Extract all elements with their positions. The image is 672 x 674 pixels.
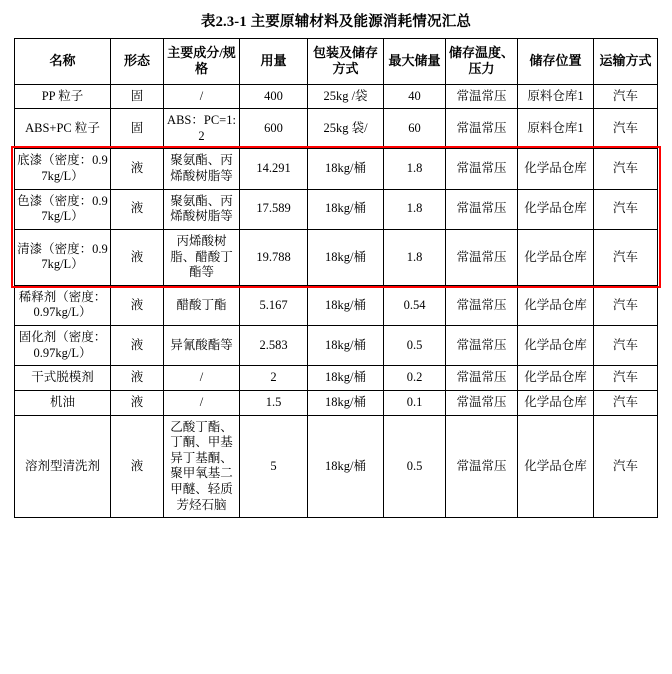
cell-name: 色漆（密度：0.97kg/L） [15,189,111,229]
cell-max-storage: 1.8 [384,149,446,189]
cell-max-storage: 60 [384,109,446,149]
cell-location: 化学品仓库 [518,366,594,391]
cell-packaging: 18kg/桶 [308,390,384,415]
cell-transport: 汽车 [594,326,658,366]
cell-transport: 汽车 [594,189,658,229]
cell-temp-pressure: 常温常压 [446,326,518,366]
cell-transport: 汽车 [594,109,658,149]
cell-composition: 醋酸丁酯 [164,285,240,325]
cell-form: 固 [111,84,164,109]
cell-packaging: 18kg/桶 [308,285,384,325]
cell-temp-pressure: 常温常压 [446,390,518,415]
cell-form: 液 [111,229,164,285]
cell-transport: 汽车 [594,415,658,518]
cell-location: 化学品仓库 [518,415,594,518]
table-row [15,109,658,149]
cell-location: 化学品仓库 [518,189,594,229]
materials-table [14,38,658,518]
cell-composition: 丙烯酸树脂、醋酸丁酯等 [164,229,240,285]
cell-location: 原料仓库1 [518,84,594,109]
cell-composition: 聚氨酯、丙烯酸树脂等 [164,149,240,189]
table-row [15,149,658,189]
table-row [15,84,658,109]
column-header-max-storage: 最大储量 [384,39,446,85]
cell-amount: 1.5 [240,390,308,415]
cell-composition: ABS：PC=1:2 [164,109,240,149]
cell-form: 液 [111,415,164,518]
column-header-location: 储存位置 [518,39,594,85]
cell-location: 化学品仓库 [518,390,594,415]
cell-name: PP 粒子 [15,84,111,109]
cell-max-storage: 0.2 [384,366,446,391]
cell-temp-pressure: 常温常压 [446,84,518,109]
cell-form: 液 [111,285,164,325]
cell-form: 液 [111,366,164,391]
cell-transport: 汽车 [594,84,658,109]
table-row [15,229,658,285]
cell-packaging: 18kg/桶 [308,229,384,285]
cell-packaging: 25kg 袋/ [308,109,384,149]
cell-temp-pressure: 常温常压 [446,285,518,325]
cell-temp-pressure: 常温常压 [446,229,518,285]
cell-packaging: 18kg/桶 [308,189,384,229]
cell-name: 稀释剂（密度：0.97kg/L） [15,285,111,325]
cell-form: 液 [111,149,164,189]
cell-form: 液 [111,189,164,229]
cell-transport: 汽车 [594,366,658,391]
cell-max-storage: 1.8 [384,189,446,229]
cell-temp-pressure: 常温常压 [446,109,518,149]
cell-amount: 17.589 [240,189,308,229]
column-header-composition: 主要成分/规格 [164,39,240,85]
cell-packaging: 18kg/桶 [308,149,384,189]
cell-name: 固化剂（密度：0.97kg/L） [15,326,111,366]
cell-transport: 汽车 [594,285,658,325]
cell-composition: / [164,390,240,415]
cell-amount: 2.583 [240,326,308,366]
table-row [15,366,658,391]
column-header-temp-pressure: 储存温度、压力 [446,39,518,85]
table-row [15,326,658,366]
cell-name: 溶剂型清洗剂 [15,415,111,518]
cell-amount: 2 [240,366,308,391]
cell-temp-pressure: 常温常压 [446,415,518,518]
cell-max-storage: 40 [384,84,446,109]
column-header-form: 形态 [111,39,164,85]
cell-amount: 400 [240,84,308,109]
cell-name: 清漆（密度：0.97kg/L） [15,229,111,285]
cell-amount: 14.291 [240,149,308,189]
cell-form: 固 [111,109,164,149]
cell-amount: 19.788 [240,229,308,285]
column-header-amount: 用量 [240,39,308,85]
cell-location: 化学品仓库 [518,326,594,366]
cell-form: 液 [111,390,164,415]
table-header-row [15,39,658,85]
cell-amount: 5.167 [240,285,308,325]
table-row [15,415,658,518]
cell-temp-pressure: 常温常压 [446,366,518,391]
cell-location: 化学品仓库 [518,149,594,189]
cell-name: ABS+PC 粒子 [15,109,111,149]
table-caption: 表2.3-1 主要原辅材料及能源消耗情况汇总 [200,14,472,30]
cell-max-storage: 0.5 [384,415,446,518]
cell-temp-pressure: 常温常压 [446,149,518,189]
column-header-transport: 运输方式 [594,39,658,85]
cell-composition: 乙酸丁酯、丁酮、甲基异丁基酮、聚甲氧基二甲醚、轻质芳烃石脑 [164,415,240,518]
cell-max-storage: 1.8 [384,229,446,285]
cell-transport: 汽车 [594,149,658,189]
cell-max-storage: 0.54 [384,285,446,325]
cell-composition: 异氰酸酯等 [164,326,240,366]
cell-composition: / [164,84,240,109]
cell-composition: / [164,366,240,391]
cell-transport: 汽车 [594,229,658,285]
cell-temp-pressure: 常温常压 [446,189,518,229]
cell-amount: 5 [240,415,308,518]
cell-packaging: 18kg/桶 [308,326,384,366]
cell-composition: 聚氨酯、丙烯酸树脂等 [164,189,240,229]
cell-transport: 汽车 [594,390,658,415]
cell-amount: 600 [240,109,308,149]
cell-location: 化学品仓库 [518,229,594,285]
cell-max-storage: 0.1 [384,390,446,415]
cell-max-storage: 0.5 [384,326,446,366]
table-row [15,285,658,325]
column-header-name: 名称 [15,39,111,85]
cell-packaging: 18kg/桶 [308,415,384,518]
cell-location: 原料仓库1 [518,109,594,149]
cell-location: 化学品仓库 [518,285,594,325]
cell-packaging: 18kg/桶 [308,366,384,391]
cell-packaging: 25kg /袋 [308,84,384,109]
table-row [15,189,658,229]
table-row [15,390,658,415]
cell-form: 液 [111,326,164,366]
cell-name: 底漆（密度：0.97kg/L） [15,149,111,189]
cell-name: 干式脱模剂 [15,366,111,391]
cell-name: 机油 [15,390,111,415]
column-header-packaging: 包装及储存方式 [308,39,384,85]
